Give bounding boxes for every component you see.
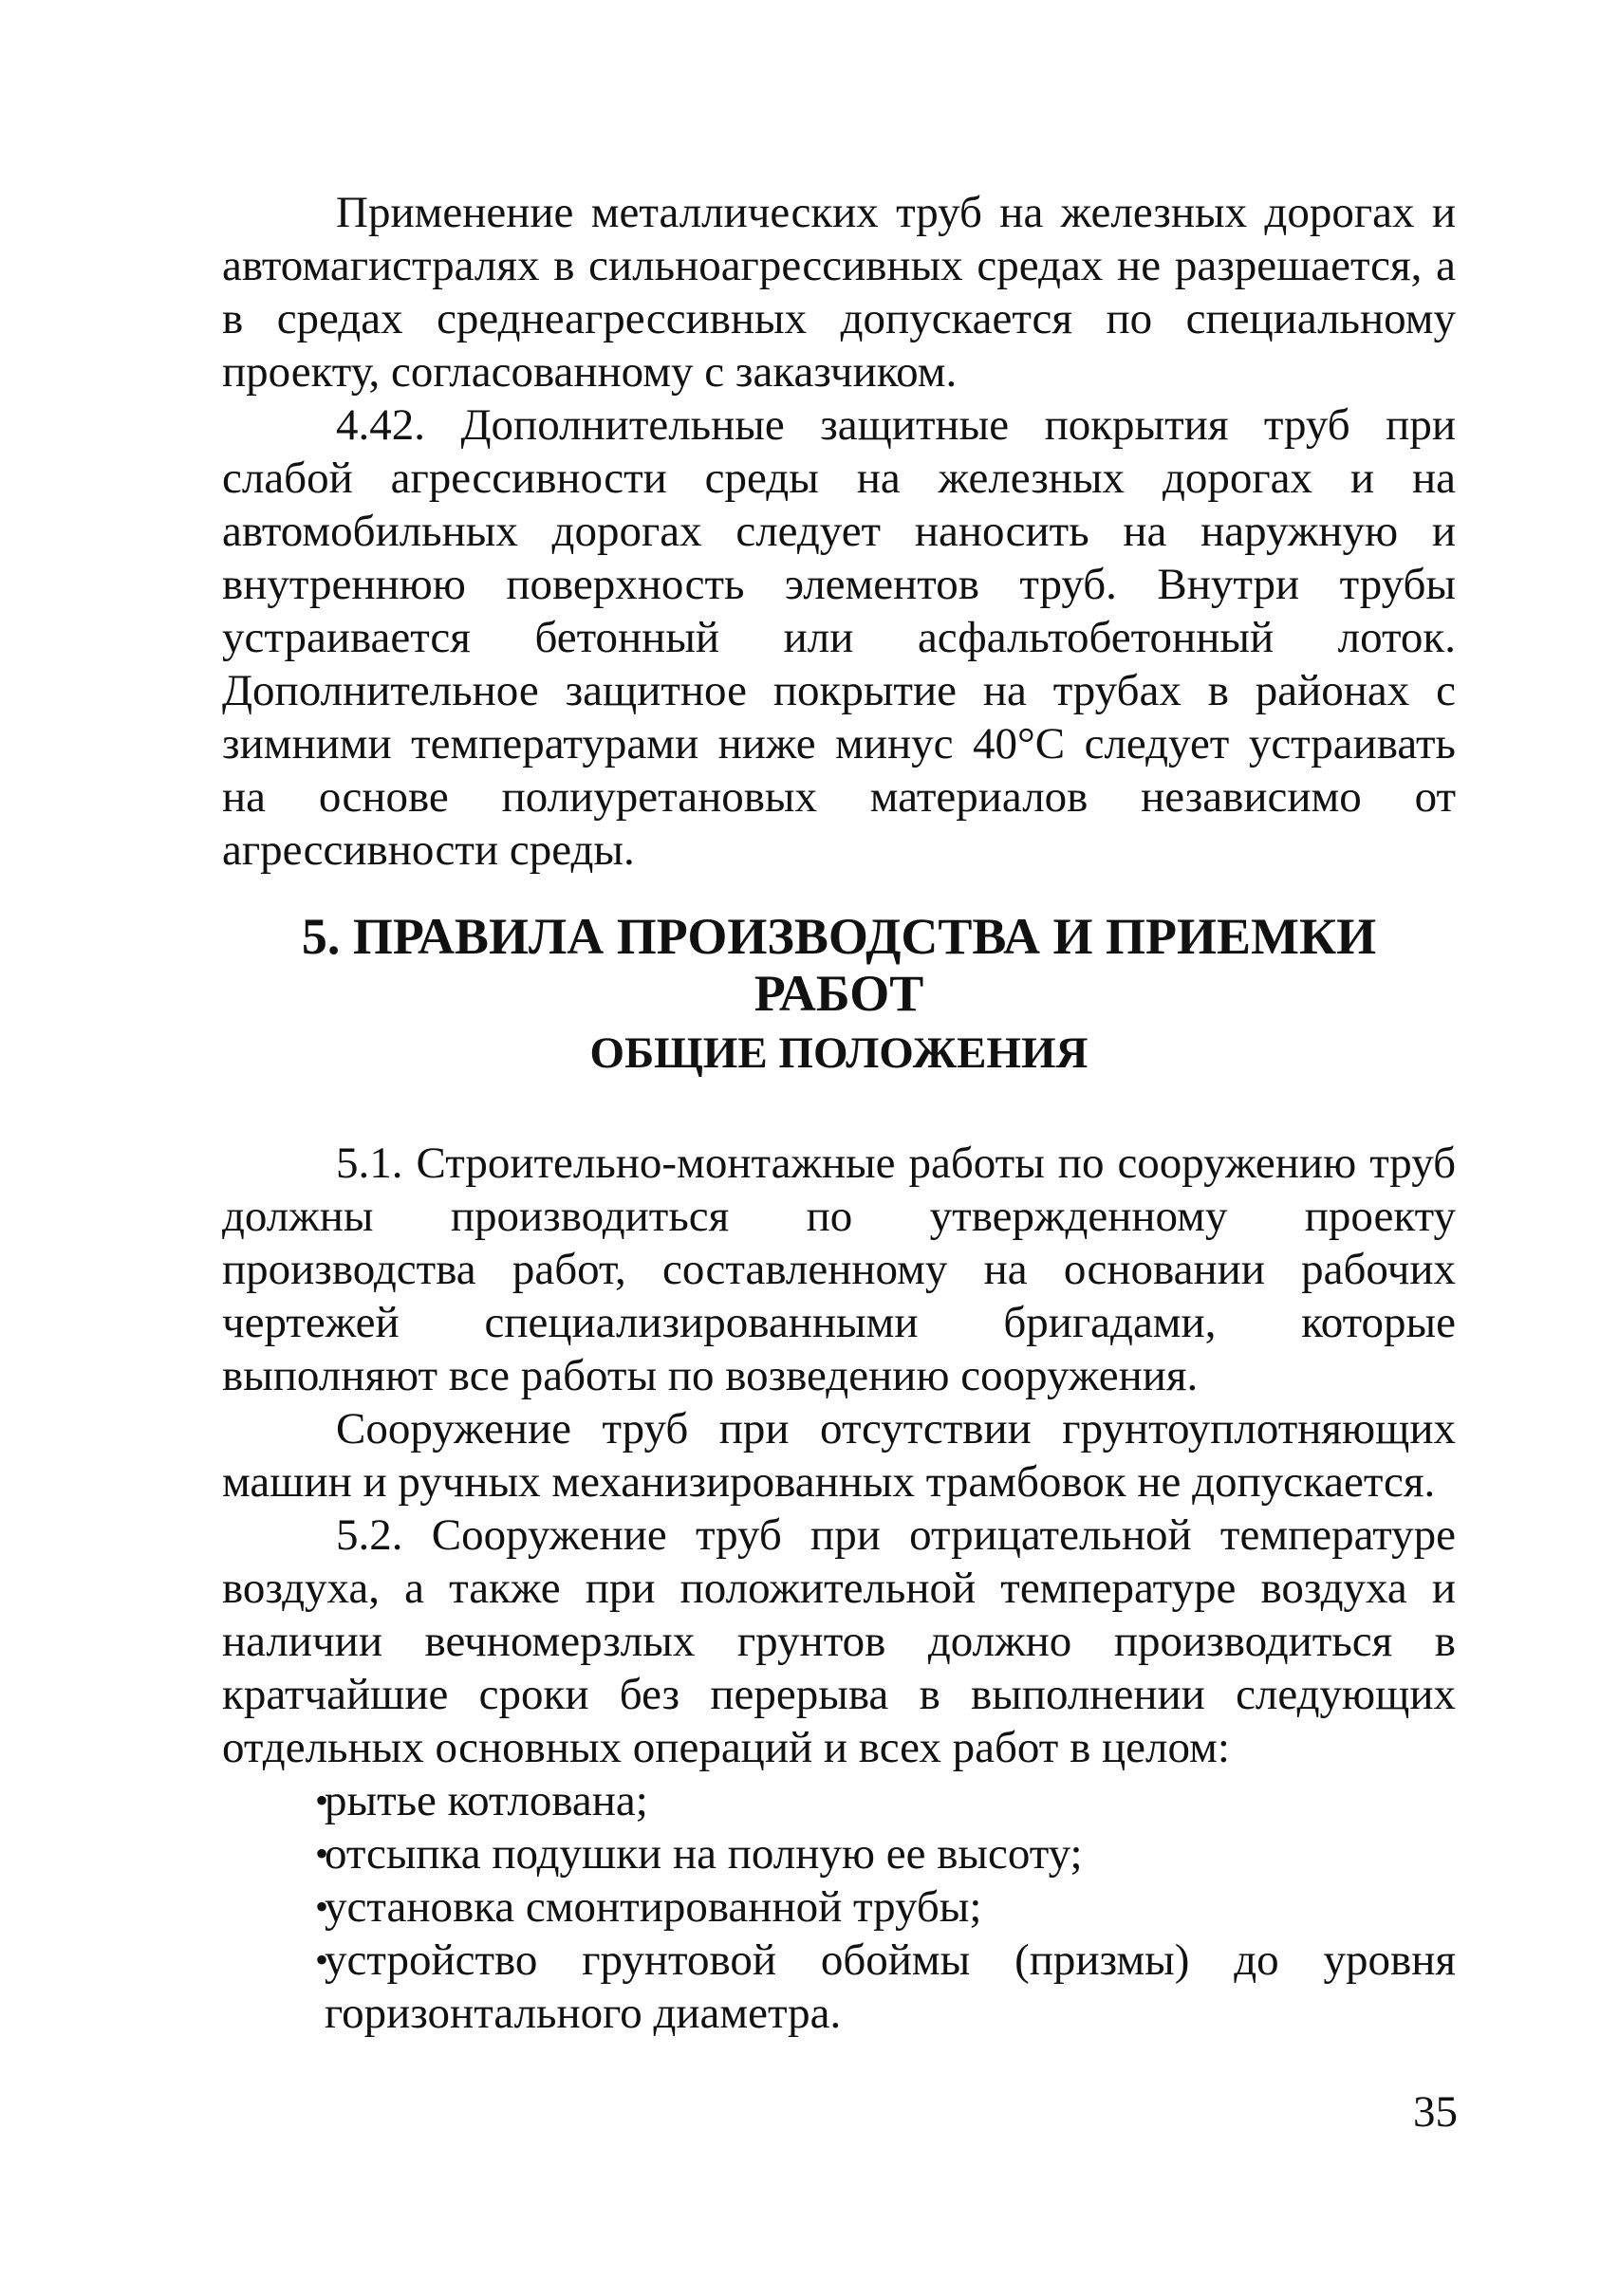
paragraph-5-2: 5.2. Сооружение труб при отрицательной температуре воздуха, а также при положительной температуре воздуха и наличии вечномерзлых грунтов должно производиться в кратчайшие сроки без перерыва в выполнении следующих отдельных основных операций и всех работ в целом: [222,1510,1456,1772]
list-item-text: установка смонтированной трубы; [325,1882,982,1932]
bullet-icon: • [314,1832,328,1875]
list-item [222,1827,1456,1880]
bullet-icon: • [314,1779,328,1822]
operations-list [222,1774,1456,2040]
list-item-text: рытье котлована; [325,1776,648,1825]
subsection-title: ОБЩИЕ ПОЛОЖЕНИЯ [589,1028,1089,1078]
body-text-top [222,186,1456,877]
list-item [222,1880,1456,1934]
body-text-bottom [222,1137,1456,2040]
paragraph-4-42: 4.42. Дополнительные защитные покрытия труб при слабой агрессивности среды на железных дорогах и на автомобильных дорогах следует наносить на наружную и внутреннюю поверхность элементов труб. Внутри трубы устраивается бетонный или асфальтобетонный лоток. Дополнительное защитное покрытие на трубах в районах с зимними температурами ниже минус 40°C следует устраивать на основе полиуретановых материалов независимо от агрессивности среды. [222,400,1456,875]
paragraph-5-1: 5.1. Строительно-монтажные работы по сооружению труб должны производиться по утвержденному проекту производства работ, составленному на основании рабочих чертежей специализированными бригадами, которые выполняют все работы по возведению сооружения. [222,1139,1456,1400]
paragraph-compaction: Сооружение труб при отсутствии грунтоуплотняющих машин и ручных механизированных трамбовок не допускается. [222,1404,1456,1507]
paragraph-metal-pipes: Применение металлических труб на железных дорогах и автомагистралях в сильноагрессивных средах не разрешается, а в средах среднеагрессивных допускается по специальному проекту, согласованному с заказчиком. [222,188,1456,397]
page-number: 35 [1413,2087,1458,2137]
bullet-icon: • [314,1885,328,1928]
bullet-icon: • [314,1938,328,1981]
section-title: 5. ПРАВИЛА ПРОИЗВОДСТВА И ПРИЕМКИ РАБОТ [301,908,1377,1022]
list-item-text: устройство грунтовой обоймы (призмы) до уровня горизонтального диаметра. [325,1935,1456,2038]
list-item-text: отсыпка подушки на полную ее высоту; [325,1829,1083,1879]
list-item [222,1774,1456,1827]
list-item [222,1934,1456,2040]
